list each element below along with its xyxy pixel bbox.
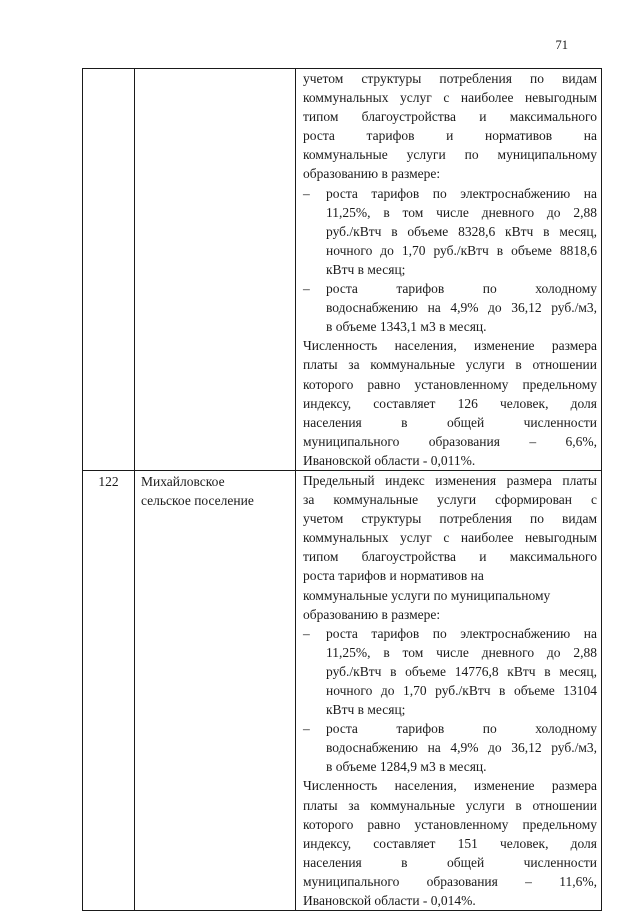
text-line: муниципального образования – 11,6%, [303,873,597,889]
text-line: индексу, составляет 151 человек, доля [303,835,597,851]
text-line: ночного до 1,70 руб./кВтч в объеме 8818,6 [326,242,597,258]
text-line: руб./кВтч в объеме 14776,8 кВтч в месяц, [326,663,597,679]
dash-marker: – [303,625,310,641]
text-line: учетом структуры потребления по видам [303,71,597,86]
description-cell [296,470,602,910]
dash-list-item [303,624,597,719]
text-line: типом благоустройства и максимального [303,549,597,565]
text-line: в объеме 1343,1 м3 в месяц. [326,319,487,335]
text-line: роста тарифов по электроснабжению на [326,185,597,201]
dash-list-item [303,184,597,279]
text-line: платы за коммунальные услуги в отношении [303,797,597,813]
text-line: роста тарифов по холодному [326,281,597,297]
text-line: Ивановской области - 0,014%. [303,893,476,909]
text-line: руб./кВтч в объеме 8328,6 кВтч в месяц, [326,223,597,239]
text-line: кВтч в месяц; [326,261,406,277]
document-table [82,68,602,911]
text-line: которого равно установленному предельному [303,376,597,392]
text-line: типом благоустройства и максимального [303,109,597,125]
table-row [83,69,602,471]
text-line: роста тарифов и нормативов на [303,568,484,584]
municipality-name [135,470,296,910]
dash-marker: – [303,721,310,737]
text-line: роста тарифов по холодному [326,721,597,737]
text-line: водоснабжению на 4,9% до 36,12 руб./м3, [326,300,597,316]
text-line: населения в общей численности [303,414,597,430]
text-line: Ивановской области - 0,011%. [303,452,476,468]
text-line: в объеме 1284,9 м3 в месяц. [326,759,487,775]
row-number [83,69,135,471]
text-line: образованию в размере: [303,606,441,622]
municipality-name [135,69,296,471]
text-line: которого равно установленному предельному [303,816,597,832]
text-line: ночного до 1,70 руб./кВтч в объеме 13104 [326,683,597,698]
description-cell [296,69,602,471]
text-line: муниципального образования – 6,6%, [303,433,597,449]
text-line: учетом структуры потребления по видам [303,511,597,527]
text-line: коммунальных услуг с наиболее невыгодным [303,530,597,546]
dash-list-item [303,279,597,336]
text-line: за коммунальные услуги сформирован с [303,492,597,508]
text-line: коммунальные услуги по муниципальному [303,587,551,603]
text-line: Численность населения, изменение размера [303,338,597,354]
dash-list-item [303,719,597,776]
text-line: населения в общей численности [303,854,597,870]
text-line: водоснабжению на 4,9% до 36,12 руб./м3, [326,740,597,756]
dash-marker: – [303,185,310,201]
text-line: Предельный индекс изменения размера платы [303,472,597,488]
text-line: кВтч в месяц; [326,702,406,718]
table-row [83,470,602,910]
text-line: платы за коммунальные услуги в отношении [303,357,597,373]
text-line: образованию в размере: [303,166,441,182]
text-line: роста тарифов по электроснабжению на [326,625,597,641]
row-number: 122 [83,470,135,910]
name-line: Михайловское [141,473,225,489]
text-line: индексу, составляет 126 человек, доля [303,395,597,411]
text-line: 11,25%, в том числе дневного до 2,88 [326,204,597,220]
name-line: сельское поселение [141,492,254,508]
text-line: Численность населения, изменение размера [303,778,597,794]
text-line: коммунальных услуг с наиболее невыгодным [303,90,597,106]
text-line: роста тарифов и нормативов на [303,128,597,144]
dash-marker: – [303,281,310,297]
page-number: 71 [555,38,568,52]
text-line: 11,25%, в том числе дневного до 2,88 [326,644,597,660]
text-line: коммунальные услуги по муниципальному [303,147,597,163]
